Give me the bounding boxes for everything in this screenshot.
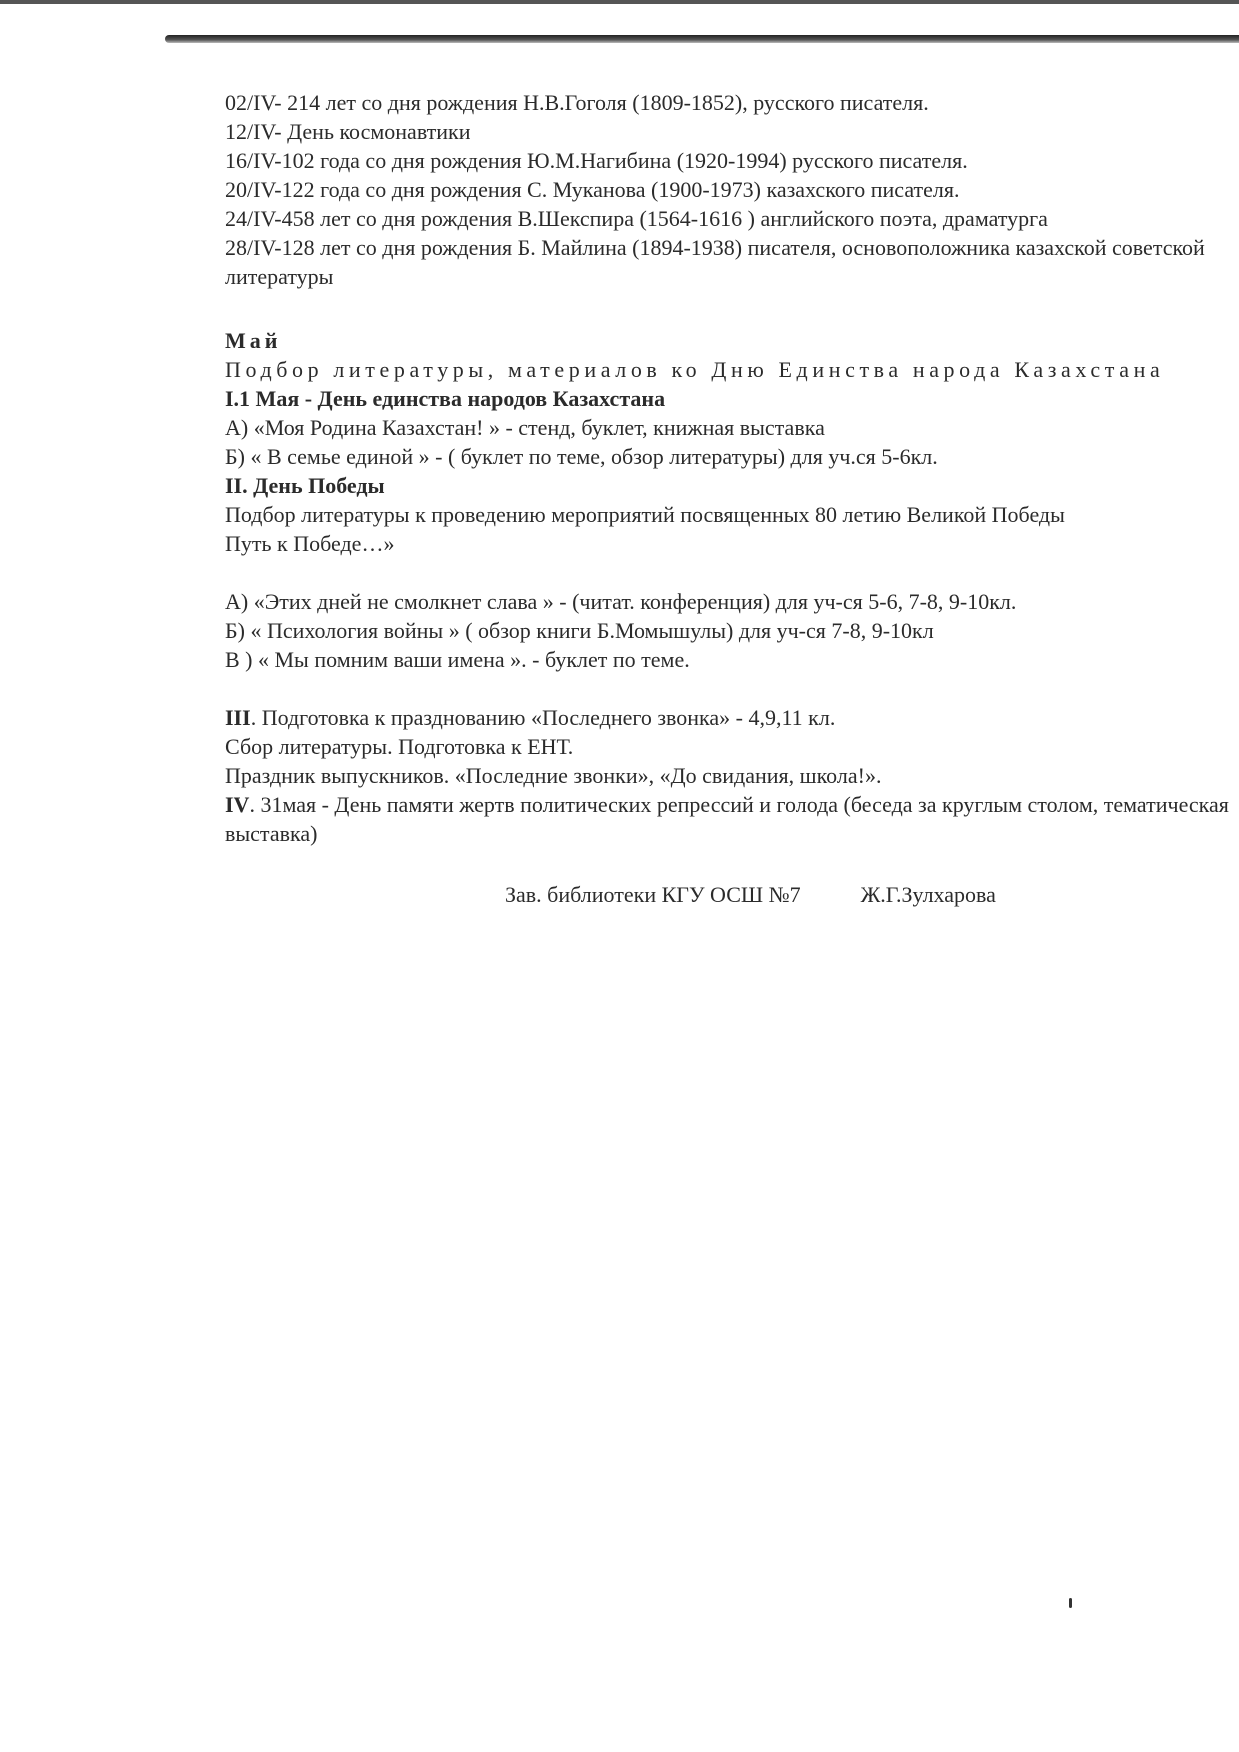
section-2-item-c: В ) « Мы помним ваши имена ». - буклет по теме. [225,647,690,672]
signature-line [225,880,1235,909]
may-heading: Май [225,328,282,353]
section-1-item-a: А) «Моя Родина Казахстан! » - стенд, буклет, книжная выставка [225,415,825,440]
april-event-shakespeare: 24/IV-458 лет со дня рождения В.Шекспира (1564-1616 ) английского поэта, драматурга [225,206,1048,231]
section-3-line-1 [225,703,1235,732]
section-4-number: IV [225,792,250,817]
section-1-item-b: Б) « В семье единой » - ( буклет по теме, обзор литературы) для уч.ся 5-6кл. [225,444,938,469]
section-3-line-3: Праздник выпускников. «Последние звонки», «До свидания, школа!». [225,763,882,788]
april-event-nagibin: 16/IV-102 года со дня рождения Ю.М.Нагибина (1920-1994) русского писателя. [225,148,968,173]
scan-shadow-band [165,35,1239,43]
section-2-heading: II. День Победы [225,473,385,498]
scan-speck [1069,1598,1072,1608]
section-4-text: . 31мая - День памяти жертв политических репрессий и голода (беседа за круглым столом, тематическая выставка) [225,792,1229,846]
section-3-line-2: Сбор литературы. Подготовка к ЕНТ. [225,734,574,759]
section-3-number: III [225,705,251,730]
section-2-item-b: Б) « Психология войны » ( обзор книги Б.Момышулы) для уч-ся 7-8, 9-10кл [225,618,934,643]
april-event-mukanov: 20/IV-122 года со дня рождения С. Муканова (1900-1973) казахского писателя. [225,177,960,202]
april-event-mailin: 28/IV-128 лет со дня рождения Б. Майлина (1894-1938) писателя, основоположника казахской советской литературы [225,235,1205,289]
document-page [225,88,1235,909]
april-event-cosmonautics: 12/IV- День космонавтики [225,119,471,144]
signature-name: Ж.Г.Зулхарова [860,882,996,907]
section-3-text: . Подготовка к празднованию «Последнего звонка» - 4,9,11 кл. [250,705,836,730]
section-2-item-a: А) «Этих дней не смолкнет слава » - (читат. конференция) для уч-ся 5-6, 7-8, 9-10кл. [225,589,1017,614]
section-2-intro: Подбор литературы к проведению мероприятий посвященных 80 летию Великой Победы [225,502,1065,527]
may-subtitle: Подбор литературы, материалов ко Дню Единства народа Казахстана [225,357,1165,382]
section-2-intro-cont: Путь к Победе…» [225,531,395,556]
april-event-gogol: 02/IV- 214 лет со дня рождения Н.В.Гоголя (1809-1852), русского писателя. [225,90,929,115]
scan-top-edge [0,0,1239,4]
section-4-line [225,790,1235,848]
signature-position: Зав. библиотеки КГУ ОСШ №7 [505,882,801,907]
section-1-heading: I.1 Мая - День единства народов Казахстана [225,386,666,411]
